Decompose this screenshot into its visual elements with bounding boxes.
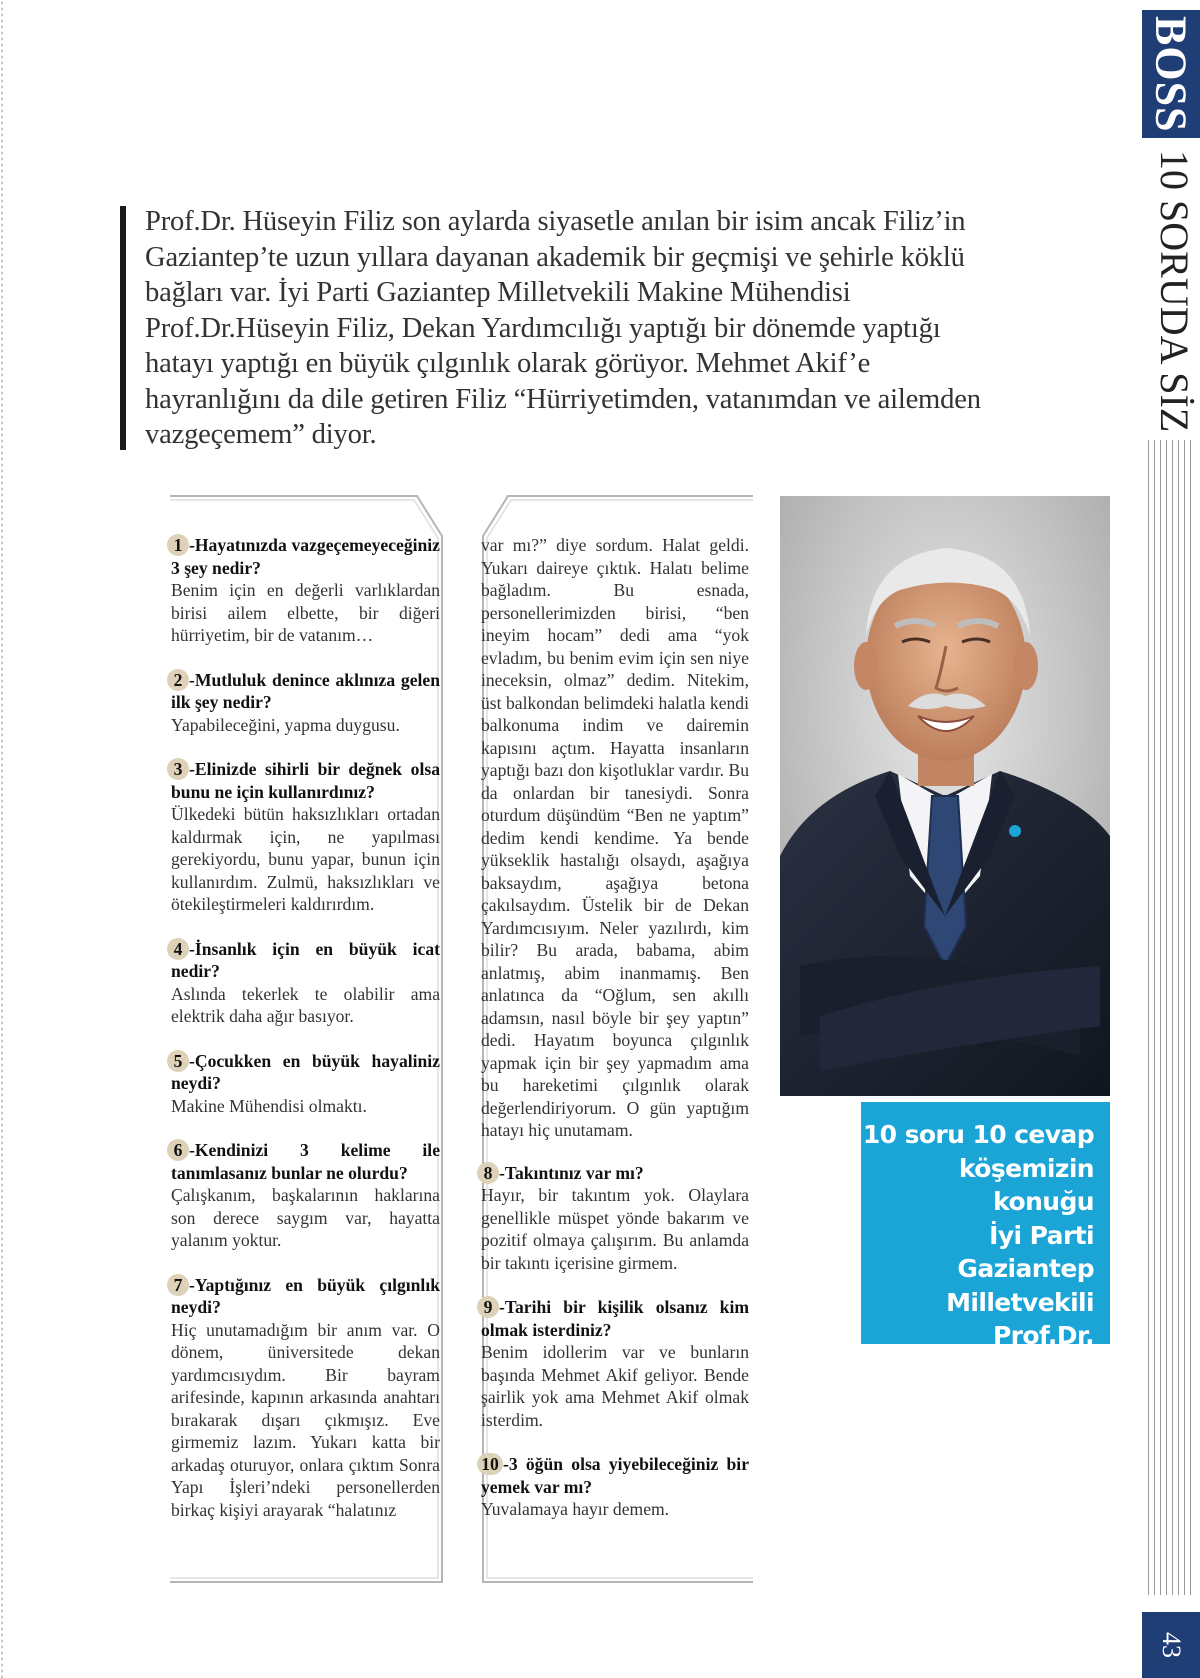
intro-paragraph: Prof.Dr. Hüseyin Filiz son aylarda siyasetle anılan bir isim ancak Filiz’in Gaziantep’te uzun yıllara dayanan akademik bir geçmişi ve şehirle köklü bağları var. İyi Parti Gaziantep Milletvekili Makine Mühendisi Prof.Dr.Hüseyin Filiz, Dekan Yardımcılığı yaptığı bir dönemde yaptığı hatayı yaptığı en büyük çılgınlık olarak görüyor. Mehmet Akif’e hayranlığını da dile getiren Filiz “Hürriyetimden, vatanımdan ve ailemden vazgeçemem” diyor. [145,206,981,450]
question-text: -Yaptığınız en büyük çılgınlık neydi? [171,1274,440,1317]
question-number-badge: 1 [167,534,189,556]
question-text: -Elinizde sihirli bir değnek olsa bunu ne için kullanırdınız? [171,759,440,802]
question-5 [171,1050,440,1095]
question-10 [481,1453,749,1498]
qa-item-6 [171,1139,440,1252]
question-2 [171,669,440,714]
answer-6: Çalışkanım, başkalarının haklarına son derece saygım var, hayatta yalanım yoktur. [171,1185,440,1250]
qa-item-2 [171,669,440,737]
answer-8: Hayır, bir takıntım yok. Olaylara genellikle müspet yönde bakarım ve pozitif olmaya çalışırım. Bu anlamda bir takıntı içerisine girmem. [481,1185,749,1273]
qa-column-left [171,534,440,1543]
question-number-badge: 9 [477,1296,499,1318]
caption-line: Prof.Dr. [992,1321,1094,1350]
qa-item-8 [481,1162,749,1275]
answer-2: Yapabileceğini, yapma duygusu. [171,714,400,735]
qa-item-1 [171,534,440,647]
qa-column-right [481,534,749,1543]
caption-line: Hüseyin Filiz [922,1354,1094,1384]
caption-line: köşemizin konuğu [958,1153,1094,1216]
question-number-badge: 3 [167,758,189,780]
answer-9: Benim idollerim var ve bunların başında Mehmet Akif geliyor. Bende şairlik yok ama Mehmet Akif olmak isterdim. [481,1342,749,1430]
question-4 [171,938,440,983]
question-number-badge: 2 [167,669,189,691]
question-number-badge: 8 [477,1162,499,1184]
question-number-badge: 6 [167,1139,189,1161]
question-8 [481,1162,749,1185]
answer-4: Aslında tekerlek te olabilir ama elektrik daha ağır basıyor. [171,983,440,1026]
qa-item-7 [171,1274,440,1522]
answer-3: Ülkedeki bütün haksızlıkları ortadan kaldırmak için, ne yapılması gerekiyordu, bunu yapar, bunun için kullanırdım. Zulmü, haksızlıkları ve ötekileştirmeleri kaldırırdım. [171,804,440,914]
qa-item-5 [171,1050,440,1118]
question-text: -İnsanlık için en büyük icat nedir? [171,938,440,981]
question-1 [171,534,440,579]
answer-1: Benim için en değerli varlıklardan birisi ailem elbette, bir diğeri hürriyetim, bir de vatanım… [171,580,440,645]
question-number-badge: 7 [167,1274,189,1296]
intro-bar [120,206,126,450]
question-text: -Hayatınızda vazgeçemeyeceğiniz 3 şey nedir? [171,535,440,578]
qa-item-10 [481,1453,749,1521]
caption-line: 10 soru 10 cevap [862,1120,1094,1149]
question-9 [481,1296,749,1341]
section-title: 10 SORUDA SİZ [1152,150,1197,433]
question-number-badge: 4 [167,938,189,960]
question-6 [171,1139,440,1184]
question-text: -Mutluluk denince aklınıza gelen ilk şey nedir? [171,669,440,712]
question-text: -Kendinizi 3 kelime ile tanımlasanız bunlar ne olurdu? [171,1140,440,1183]
question-3 [171,758,440,803]
masthead-rules [1144,440,1198,1595]
brand-logo: BOSS [1142,10,1200,138]
question-text: -Çocukken en büyük hayaliniz neydi? [171,1050,440,1093]
question-7 [171,1274,440,1319]
caption-line: İyi Parti Gaziantep [957,1220,1094,1283]
question-text: -3 öğün olsa yiyebileceğiniz bir yemek var mı? [481,1454,749,1497]
caption-box [861,1102,1110,1384]
question-text: -Tarihi bir kişilik olsanız kim olmak isterdiniz? [481,1297,749,1340]
portrait-photo [780,496,1110,1096]
question-number-badge: 5 [167,1050,189,1072]
qa-item-4 [171,938,440,1028]
answer-5: Makine Mühendisi olmaktı. [171,1095,367,1116]
answer-10: Yuvalamaya hayır demem. [481,1499,670,1519]
masthead [1142,0,1200,1678]
qa-item-9 [481,1296,749,1431]
question-text: -Takıntınız var mı? [499,1162,644,1183]
page-edge-dots [0,0,4,1678]
qa-item-3 [171,758,440,916]
answer-7-continuation: var mı?” diye sordum. Halat geldi. Yukarı daireye çıktık. Halatı belime bağladım. Bu esnada, personellerimizden birisi, “ben ineyim hocam” dedi ama “yok evladım, bu benim evim için sen niye ineceksin, olmaz” dedim. Nitekim, üst balkondan belimdeki halatla kendi balkonuma indim ve dairemin kapısını açtım. Hayatta insanların yaptığı bazı don kişotluklar vardır. Bu da onlardan bir tanesiydi. Sonra oturdum düşündüm “Ben ne yaptım” dedim kendi kendime. Ya bende yükseklik hastalığı olsaydı, aşağıya baksaydım, aşağıya betona çakılsaydım. Üstelik bir de Dekan Yardımcısıyım. Neler yazılırdı, kim bilir? Bu arada, babama, abim anlatmış, abim inanmamış. Ben anlatınca da “Oğlum, sen akıllı adamsın, nasıl böyle bir şey yaptın” dedi. Hayatım boyunca çılgınlık yapmak için bir şey yapmadım ama bu hareketimi çılgınlık olarak değerlendiriyorum. O gün yaptığım hatayı hiç unutamam. [481,535,749,1140]
answer-7: Hiç unutamadığım bir anım var. O dönem, üniversitede dekan yardımcısıydım. Bir bayram arifesinde, kapının arkasında anahtarı bırakarak dışarı çıkmışız. Eve girmemiz lazım. Yukarı katta bir arkadaş oturuyor, onlara çıktım Sonra Yapı İşleri’ndeki personellerden birkaç kişiyi arayarak “halatınız [171,1319,440,1520]
page-number: 43 [1142,1612,1200,1678]
question-number-badge: 10 [477,1453,503,1475]
caption-line: Milletvekili [946,1287,1094,1317]
